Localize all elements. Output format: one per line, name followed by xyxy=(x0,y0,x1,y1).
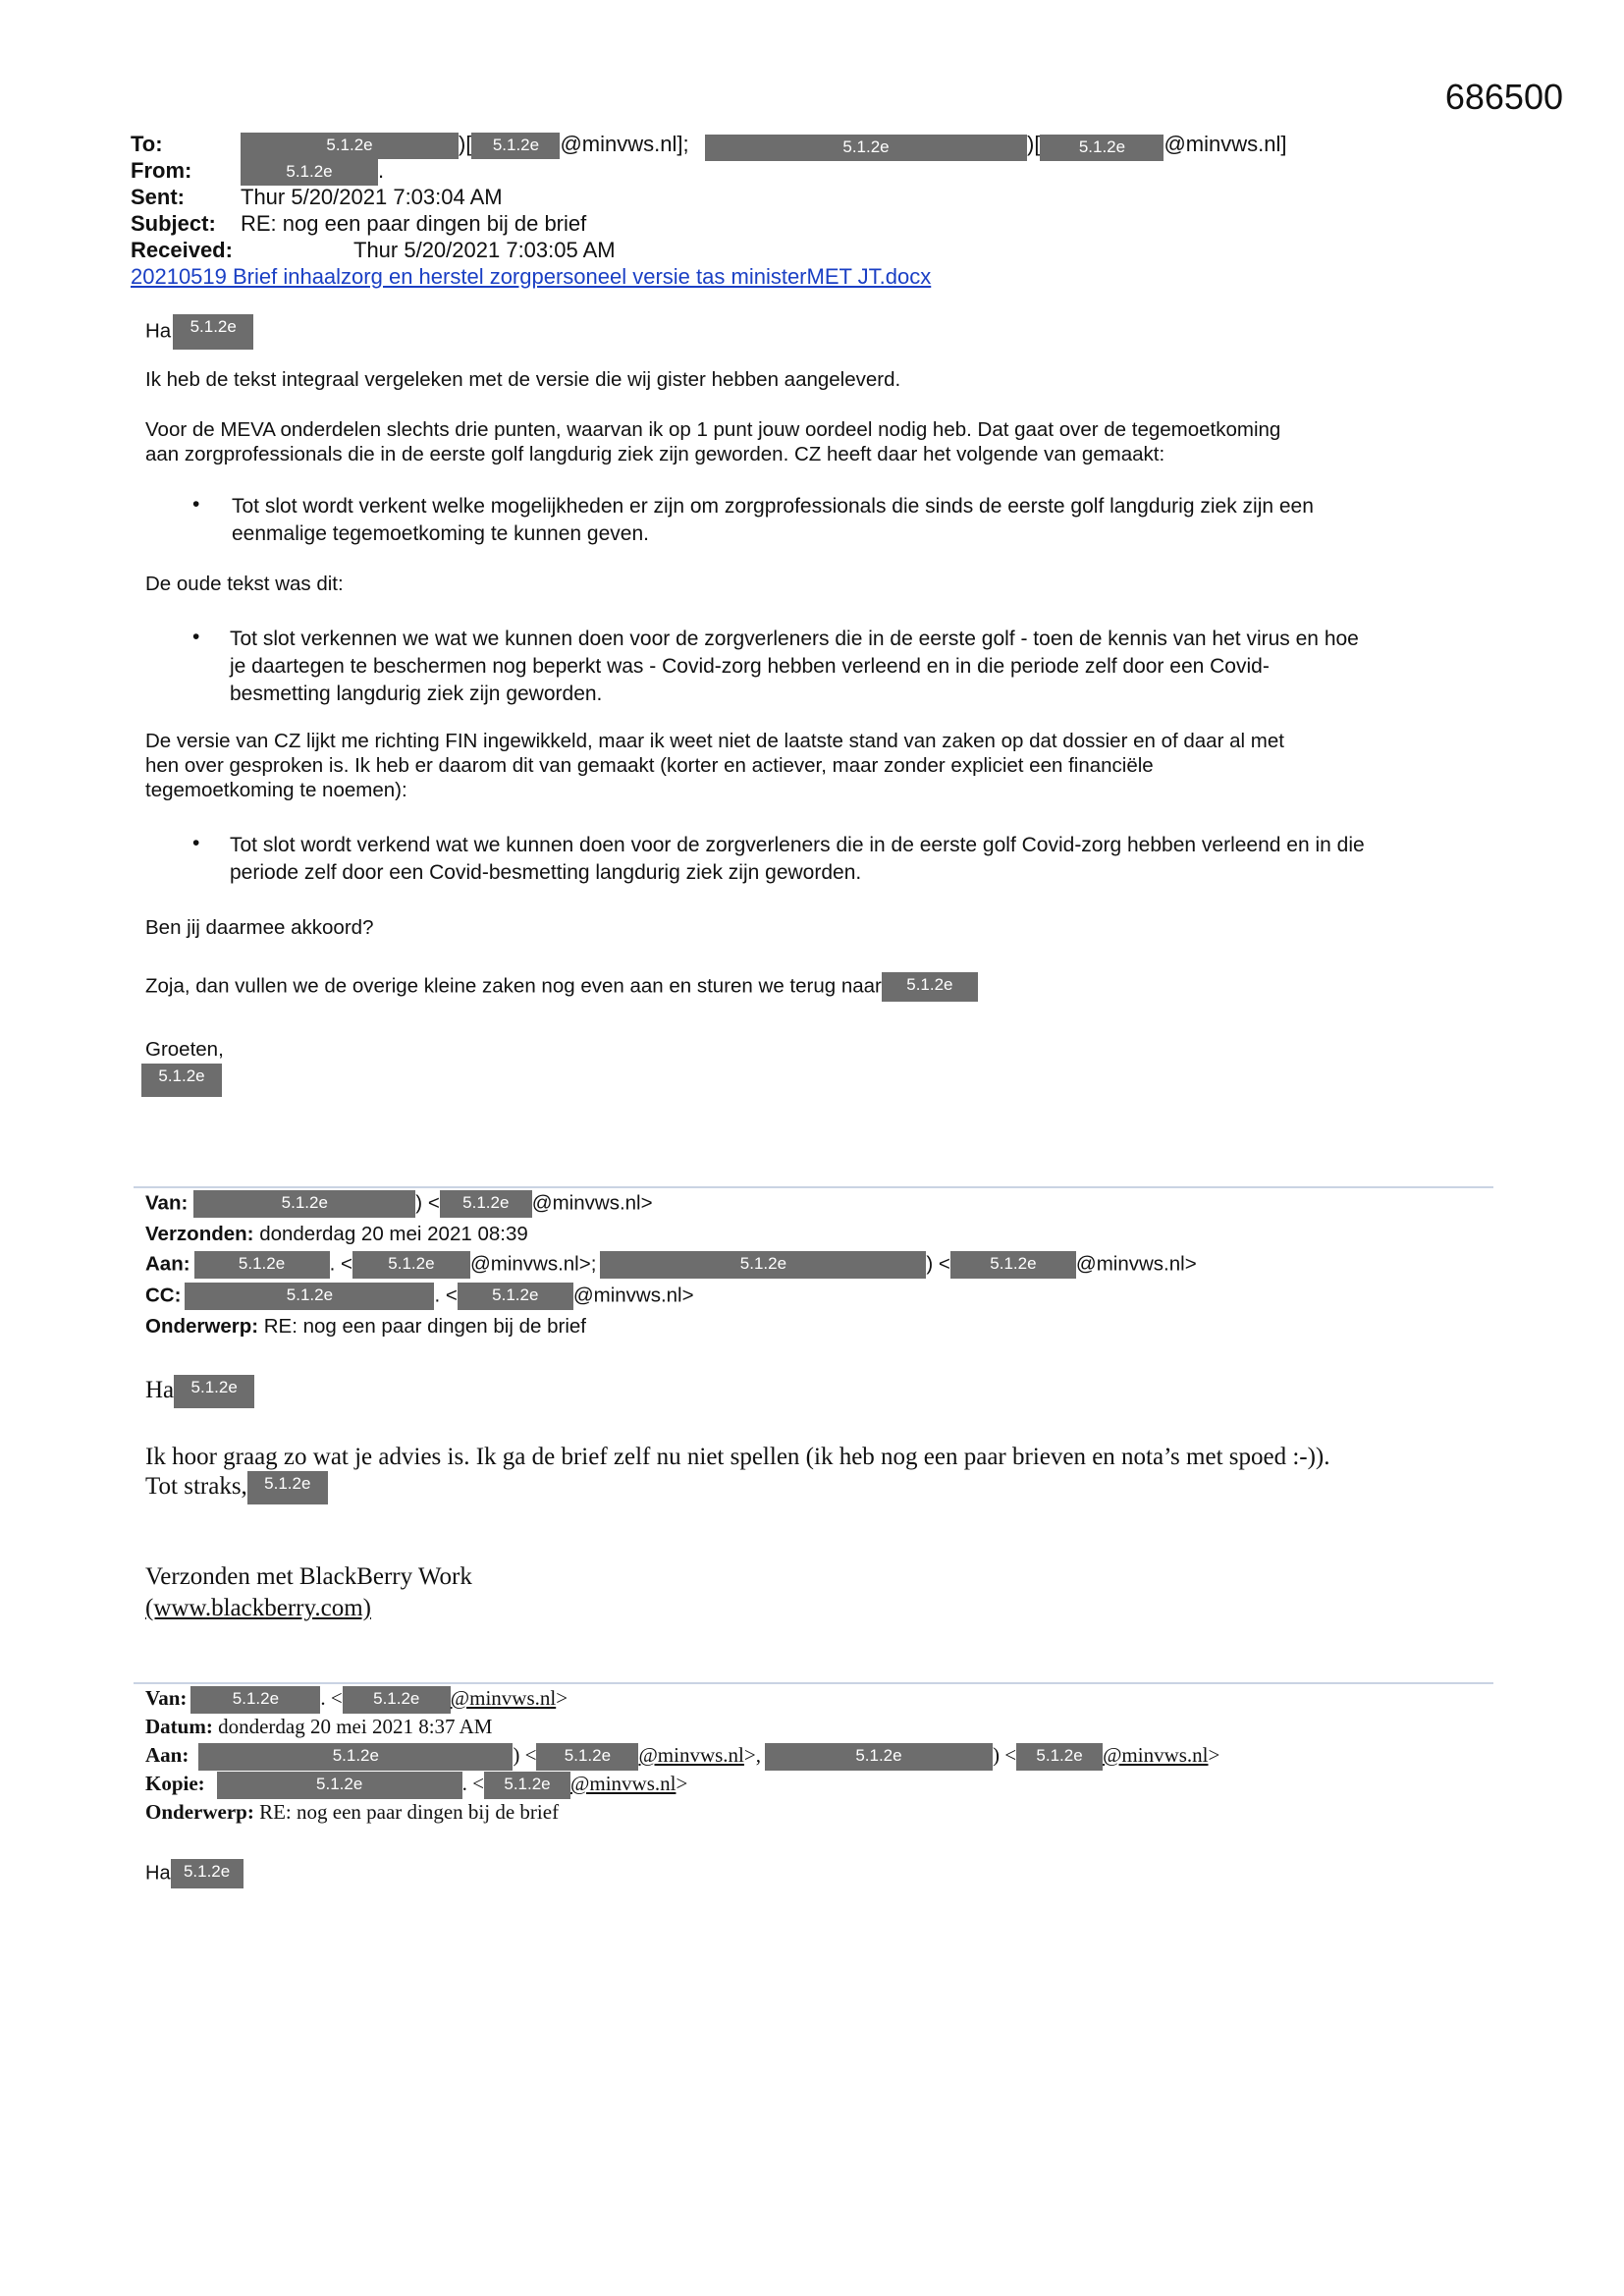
email2-van-row: Van: 5.1.2e ) < 5.1.2e @minvws.nl> xyxy=(145,1190,653,1218)
bullet-marker: • xyxy=(192,626,200,648)
from-label: From: xyxy=(131,158,192,183)
email1-closing: Groeten, xyxy=(145,1038,224,1061)
email3-onderwerp-row: Onderwerp: RE: nog een paar dingen bij de brief xyxy=(145,1800,560,1824)
redaction: 5.1.2e xyxy=(600,1251,926,1279)
header-subject-row xyxy=(131,210,586,237)
document-number: 686500 xyxy=(1444,77,1563,117)
header-to-row xyxy=(131,131,689,159)
email2-body: Tot straks, 5.1.2e xyxy=(145,1471,328,1504)
header-received-row xyxy=(131,237,616,263)
redaction: 5.1.2e xyxy=(471,133,560,159)
subject-value: RE: nog een paar dingen bij de brief xyxy=(241,211,587,236)
header-to-row-2 xyxy=(705,131,1286,161)
email1-greeting: Ha 5.1.2e xyxy=(145,314,253,350)
redaction: 5.1.2e xyxy=(1040,135,1164,161)
bullet-text: Tot slot verkennen we wat we kunnen doen voor de zorgverleners die in de eerste golf - toen de kennis van het virus en hoe xyxy=(230,628,1359,650)
redaction: 5.1.2e xyxy=(705,135,1027,161)
email2-signature-link[interactable]: (www.blackberry.com) xyxy=(145,1595,371,1621)
bullet-text: je daartegen te beschermen nog beperkt was - Covid-zorg hebben verleend en in die periode zelf door een Covid- xyxy=(230,655,1270,678)
bullet-marker: • xyxy=(192,832,200,854)
email1-paragraph: Ben jij daarmee akkoord? xyxy=(145,916,374,939)
redaction: 5.1.2e xyxy=(193,1190,415,1218)
subject-label: Subject: xyxy=(131,211,216,236)
redaction: 5.1.2e xyxy=(1016,1743,1103,1771)
redaction: 5.1.2e xyxy=(343,1686,451,1714)
redaction: 5.1.2e xyxy=(241,133,459,159)
email1-paragraph: aan zorgprofessionals die in de eerste golf langdurig ziek zijn geworden. CZ heeft daar het volgende van gemaakt: xyxy=(145,443,1165,465)
from-dot: . xyxy=(378,158,385,183)
to-bracket: )[ xyxy=(1027,132,1041,156)
redaction: 5.1.2e xyxy=(194,1251,330,1279)
email3-van-row: Van: 5.1.2e . < 5.1.2e @minvws.nl> xyxy=(145,1684,568,1714)
bullet-text: besmetting langdurig ziek zijn geworden. xyxy=(230,683,603,705)
redaction: 5.1.2e xyxy=(950,1251,1076,1279)
bullet-text: eenmalige tegemoetkoming te kunnen geven. xyxy=(232,522,649,545)
redaction: 5.1.2e xyxy=(141,1064,222,1097)
bullet-text: Tot slot wordt verkend wat we kunnen doen voor de zorgverleners die in de eerste golf Covid-zorg hebben verleend en in die xyxy=(230,834,1365,856)
redaction: 5.1.2e xyxy=(198,1743,513,1771)
email1-paragraph: Ik heb de tekst integraal vergeleken met de versie die wij gister hebben aangeleverd. xyxy=(145,368,901,391)
redaction: 5.1.2e xyxy=(765,1743,993,1771)
email1-paragraph: hen over gesproken is. Ik heb er daarom dit van gemaakt (korter en actiever, maar zonder expliciet een financiële xyxy=(145,754,1154,777)
email1-paragraph: Zoja, dan vullen we de overige kleine zaken nog even aan en sturen we terug naar 5.1.2e xyxy=(145,972,978,1002)
redaction: 5.1.2e xyxy=(185,1283,434,1310)
email2-onderwerp-row: Onderwerp: RE: nog een paar dingen bij de brief xyxy=(145,1315,586,1338)
van-label: Van: xyxy=(145,1191,189,1215)
received-value: Thur 5/20/2021 7:03:05 AM xyxy=(353,238,616,262)
received-label: Received: xyxy=(131,238,233,262)
redaction: 5.1.2e xyxy=(217,1772,462,1799)
redaction: 5.1.2e xyxy=(171,1859,244,1888)
email2-cc-row: CC: 5.1.2e . < 5.1.2e @minvws.nl> xyxy=(145,1283,694,1310)
bullet-marker: • xyxy=(192,493,200,516)
email2-signature: Verzonden met BlackBerry Work xyxy=(145,1563,472,1590)
email3-greeting: Ha 5.1.2e xyxy=(145,1859,244,1888)
sent-label: Sent: xyxy=(131,185,185,209)
redaction: 5.1.2e xyxy=(352,1251,470,1279)
email1-paragraph: Voor de MEVA onderdelen slechts drie punten, waarvan ik op 1 punt jouw oordeel nodig heb. Dat gaat over de tegemoetkoming xyxy=(145,418,1281,441)
attachment-link[interactable]: 20210519 Brief inhaalzorg en herstel zorgpersoneel versie tas ministerMET JT.docx xyxy=(131,264,932,289)
email1-paragraph: tegemoetkoming te noemen): xyxy=(145,779,407,801)
separator-line xyxy=(134,1186,1493,1188)
email1-signature xyxy=(141,1064,222,1097)
email2-body: Ik hoor graag zo wat je advies is. Ik ga de brief zelf nu niet spellen (ik heb nog een paar brieven en nota’s met spoed :-)). xyxy=(145,1444,1330,1470)
to-domain: @minvws.nl]; xyxy=(560,132,689,156)
email2-aan-row: Aan: 5.1.2e . < 5.1.2e @minvws.nl>; 5.1.2e ) < 5.1.2e @minvws.nl> xyxy=(145,1251,1197,1279)
bullet-text: periode zelf door een Covid-besmetting langdurig ziek zijn geworden. xyxy=(230,861,862,884)
email3-aan-row: Aan: 5.1.2e ) < 5.1.2e @minvws.nl>, 5.1.2e ) < 5.1.2e @minvws.nl> xyxy=(145,1741,1219,1771)
redaction: 5.1.2e xyxy=(247,1471,328,1504)
redaction: 5.1.2e xyxy=(882,972,978,1002)
redaction: 5.1.2e xyxy=(173,314,253,350)
sent-value: Thur 5/20/2021 7:03:04 AM xyxy=(241,185,503,209)
email3-kopie-row: Kopie: 5.1.2e . < 5.1.2e @minvws.nl> xyxy=(145,1770,687,1799)
attachment-link-row xyxy=(131,263,931,290)
header-from-row xyxy=(131,157,384,186)
redaction: 5.1.2e xyxy=(536,1743,638,1771)
header-sent-row xyxy=(131,184,503,210)
email1-paragraph: De versie van CZ lijkt me richting FIN ingewikkeld, maar ik weet niet de laatste stand van zaken op dat dossier en of daar al met xyxy=(145,730,1284,752)
bullet-text: Tot slot wordt verkent welke mogelijkheden er zijn om zorgprofessionals die sinds de eerste golf langdurig ziek zijn een xyxy=(232,495,1314,518)
redaction: 5.1.2e xyxy=(458,1283,573,1310)
redaction: 5.1.2e xyxy=(190,1686,320,1714)
to-label: To: xyxy=(131,132,163,156)
email1-paragraph: De oude tekst was dit: xyxy=(145,573,344,595)
email3-datum-row: Datum: donderdag 20 mei 2021 8:37 AM xyxy=(145,1715,493,1738)
email2-greeting: Ha 5.1.2e xyxy=(145,1375,254,1408)
to-bracket: )[ xyxy=(459,132,472,156)
email2-verzonden-row: Verzonden: donderdag 20 mei 2021 08:39 xyxy=(145,1223,528,1245)
redaction: 5.1.2e xyxy=(241,159,378,186)
redaction: 5.1.2e xyxy=(484,1772,570,1799)
redaction: 5.1.2e xyxy=(174,1375,254,1408)
redaction: 5.1.2e xyxy=(440,1190,532,1218)
to-domain: @minvws.nl] xyxy=(1164,132,1287,156)
